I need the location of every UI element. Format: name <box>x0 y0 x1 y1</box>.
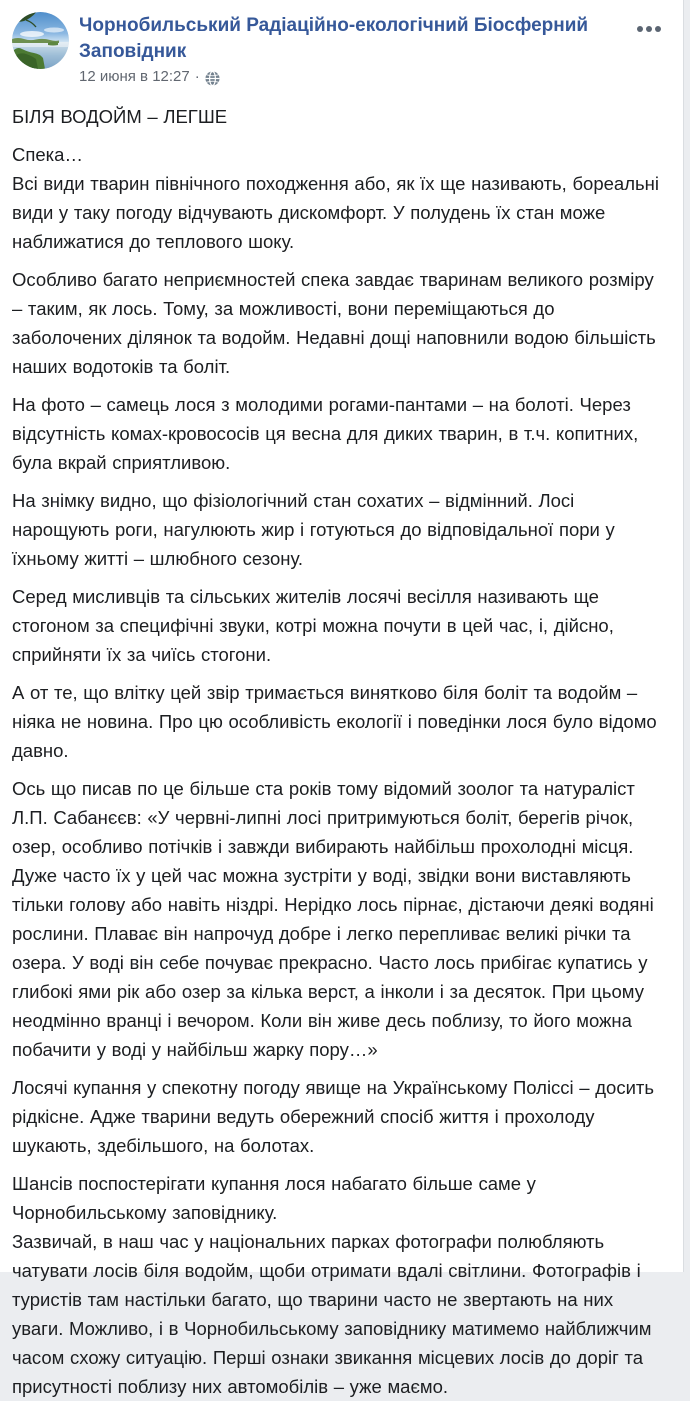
page-avatar[interactable] <box>12 12 69 69</box>
post-header-text <box>79 12 663 86</box>
post-paragraph: Ось що писав по це більше ста років тому відомий зоолог та натураліст Л.П. Сабанєєв: «У червні-липні лосі притримуються боліт, берегів річок, озер, особливо потічків і завжди вибирають найбільш прохолодні місця. Дуже часто їх у цей час можна зустріти у воді, звідки вони виставляють тільки голову або навіть ніздрі. Нерідко лось пірнає, дістаючи деякі водяні рослини. Плаває він напрочуд добре і легко перепливає великі річки та озера. У воді він себе почуває прекрасно. Часто лось прибігає купатись у глибокі ями рік або озер за кілька верст, а інколи і за десяток. При цьому неодмінно вранці і вечором. Коли він живе десь поблизу, то його можна побачити у воді у найбільш жарку пору…» <box>12 778 654 1060</box>
meta-separator: · <box>194 68 200 85</box>
post-paragraph: А от те, що влітку цей звір тримається винятково біля боліт та водойм – ніяка не новина. Про цю особливість екології і поведінки лося було відомо давно. <box>12 682 657 761</box>
avatar-lake-landscape-image <box>12 12 69 69</box>
post-header <box>12 12 663 86</box>
post-paragraph: Серед мисливців та сільських жителів лосячі весілля називають ще стогоном за специфічні звуки, котрі можна почути в цей час, і, дійсно, сприйняти їх за чиїсь стогони. <box>12 586 614 665</box>
post-paragraph: Особливо багато неприємностей спека завдає тваринам великого розміру – таким, як лось. Тому, за можливості, вони переміщаються до заболочених ділянок та водойм. Недавні дощі наповнили водою більшість наших водотоків та боліт. <box>12 269 656 377</box>
post-paragraph: Шансів поспостерігати купання лося набагато більше саме у Чорнобильському заповіднику. Зазвичай, в наш час у національних парках фотографи полюбляють чатувати лосів біля водойм, щоби отримати вдалі світлини. Фотографів і туристів там настільки багато, що тварини часто не звертають на них уваги. Можливо, і в Чорнобильському заповіднику матимемо найближчим часом схожу ситуацію. Перші ознаки звикання місцевих лосів до доріг та присутності поблизу них автомобілів – уже маємо. <box>12 1173 652 1397</box>
post-timestamp-link[interactable]: 12 июня в 12:27 <box>79 68 190 85</box>
post-paragraph: БІЛЯ ВОДОЙМ – ЛЕГШЕ <box>12 106 228 127</box>
globe-icon <box>205 71 220 86</box>
post-paragraph: Спека… Всі види тварин північного походження або, як їх ще називають, бореальні види у таку погоду відчувають дискомфорт. У полудень їх стан може наближатися до теплового шоку. <box>12 144 659 252</box>
post-meta-row <box>79 68 663 86</box>
ellipsis-icon <box>637 26 661 32</box>
post-paragraph: На знімку видно, що фізіологічний стан сохатих – відмінний. Лосі нарощують роги, нагулюють жир і готуються до відповідальної пори у їхньому житті – шлюбного сезону. <box>12 490 615 569</box>
page-name-link[interactable]: Чорнобильський Радіаційно-екологічний Біосферний Заповідник <box>79 15 589 62</box>
post-text <box>12 102 663 1401</box>
post-options-button[interactable] <box>631 20 667 38</box>
post-paragraph: Лосячі купання у спекотну погоду явище на Українському Поліссі – досить рідкісне. Адже тварини ведуть обережний спосіб життя і прохолоду шукають, здебільшого, на болотах. <box>12 1077 655 1156</box>
post-paragraph: На фото – самець лося з молодими рогами-пантами – на болоті. Через відсутність комах-кровососів ця весна для диких тварин, в т.ч. копитних, була вкрай сприятливою. <box>12 394 639 473</box>
